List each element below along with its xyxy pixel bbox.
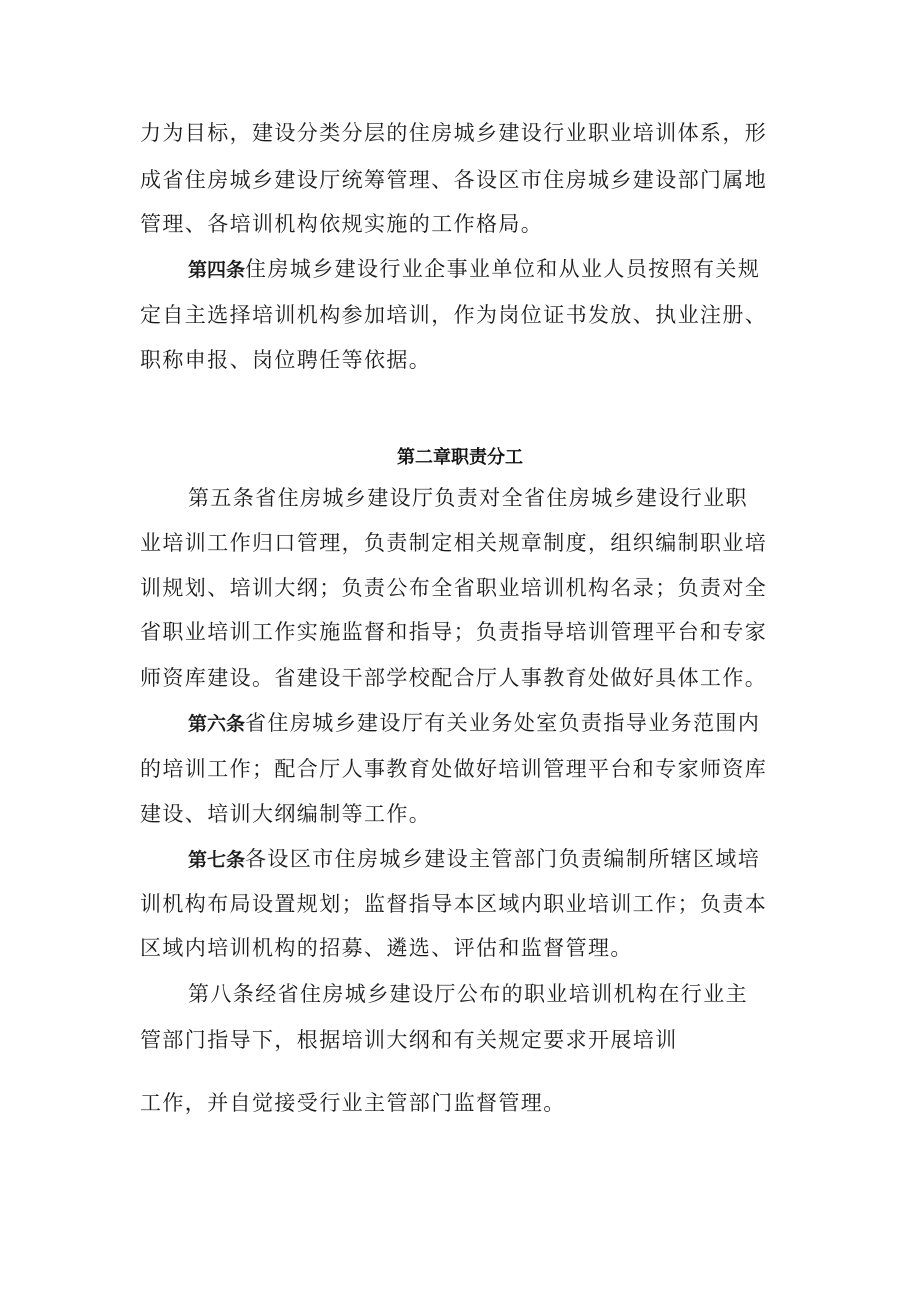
paragraph-line: 定自主选择培训机构参加培训，作为岗位证书发放、执业注册、 (140, 303, 768, 327)
article-7-first-line (188, 849, 760, 870)
paragraph-line: 师资库建设。省建设干部学校配合厅人事教育处做好具体工作。 (140, 666, 768, 690)
article-4-first-line (188, 259, 760, 280)
paragraph-line: 的培训工作；配合厅人事教育处做好培训管理平台和专家师资库 (140, 757, 768, 781)
article-7-text: 各设区市住房城乡建设主管部门负责编制所辖区域培 (245, 847, 761, 871)
paragraph-line: 成省住房城乡建设厅统筹管理、各设区市住房城乡建设部门属地 (140, 168, 768, 192)
article-7-label: 第七条 (188, 849, 246, 871)
paragraph-line: 训规划、培训大纲；负责公布全省职业培训机构名录；负责对全 (140, 576, 768, 600)
article-4-text: 住房城乡建设行业企事业单位和从业人员按照有关规 (245, 257, 761, 281)
article-6-text: 省住房城乡建设厅有关业务处室负责指导业务范围内 (245, 711, 761, 735)
paragraph-line: 省职业培训工作实施监督和指导；负责指导培训管理平台和专家 (140, 620, 768, 644)
paragraph-line: 区域内培训机构的招募、遴选、评估和监督管理。 (140, 936, 633, 960)
paragraph-line: 建设、培训大纲编制等工作。 (140, 802, 432, 826)
paragraph-line: 业培训工作归口管理，负责制定相关规章制度，组织编制职业培 (140, 531, 768, 555)
article-6-first-line (188, 713, 760, 734)
paragraph-line: 训机构布局设置规划；监督指导本区域内职业培训工作；负责本 (140, 892, 768, 916)
article-8-first-line: 第八条经省住房城乡建设厅公布的职业培训机构在行业主 (188, 982, 748, 1006)
paragraph-line: 力为目标，建设分类分层的住房城乡建设行业职业培训体系，形 (140, 121, 768, 145)
paragraph-line: 管理、各培训机构依规实施的工作格局。 (140, 212, 544, 236)
chapter-heading: 第二章职责分工 (397, 447, 523, 468)
article-4-label: 第四条 (188, 259, 246, 281)
paragraph-line: 工作，并自觉接受行业主管部门监督管理。 (140, 1091, 566, 1115)
article-5-first-line: 第五条省住房城乡建设厅负责对全省住房城乡建设行业职 (188, 486, 748, 510)
paragraph-line: 职称申报、岗位聘任等依据。 (140, 348, 432, 372)
article-6-label: 第六条 (188, 713, 246, 735)
paragraph-line: 管部门指导下，根据培训大纲和有关规定要求开展培训 (140, 1028, 678, 1052)
